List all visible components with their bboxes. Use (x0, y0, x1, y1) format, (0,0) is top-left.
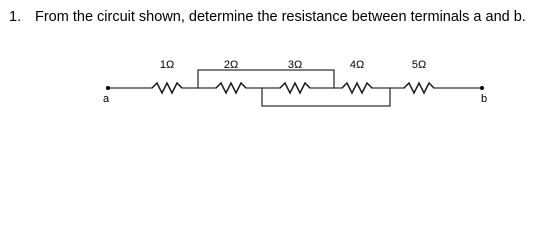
resistor-label-1: 1Ω (159, 59, 175, 71)
wire-bottom-loop (262, 88, 390, 106)
resistor-5 (404, 83, 434, 93)
terminal-b-label: b (480, 93, 488, 105)
resistor-label-5: 5Ω (411, 59, 427, 71)
terminal-b-node (480, 86, 484, 90)
problem-number: 1. (9, 9, 22, 25)
resistor-label-2: 2Ω (223, 59, 239, 71)
terminal-a-label: a (102, 93, 110, 105)
resistor-2 (216, 83, 246, 93)
resistor-4 (342, 83, 372, 93)
terminal-a-node (106, 86, 110, 90)
resistor-label-3: 3Ω (287, 59, 303, 71)
resistor-1 (152, 83, 182, 93)
resistor-label-4: 4Ω (349, 59, 365, 71)
resistor-3 (280, 83, 310, 93)
problem-text: From the circuit shown, determine the resistance between terminals a and b. (35, 9, 526, 25)
resistor-labels (160, 59, 426, 71)
